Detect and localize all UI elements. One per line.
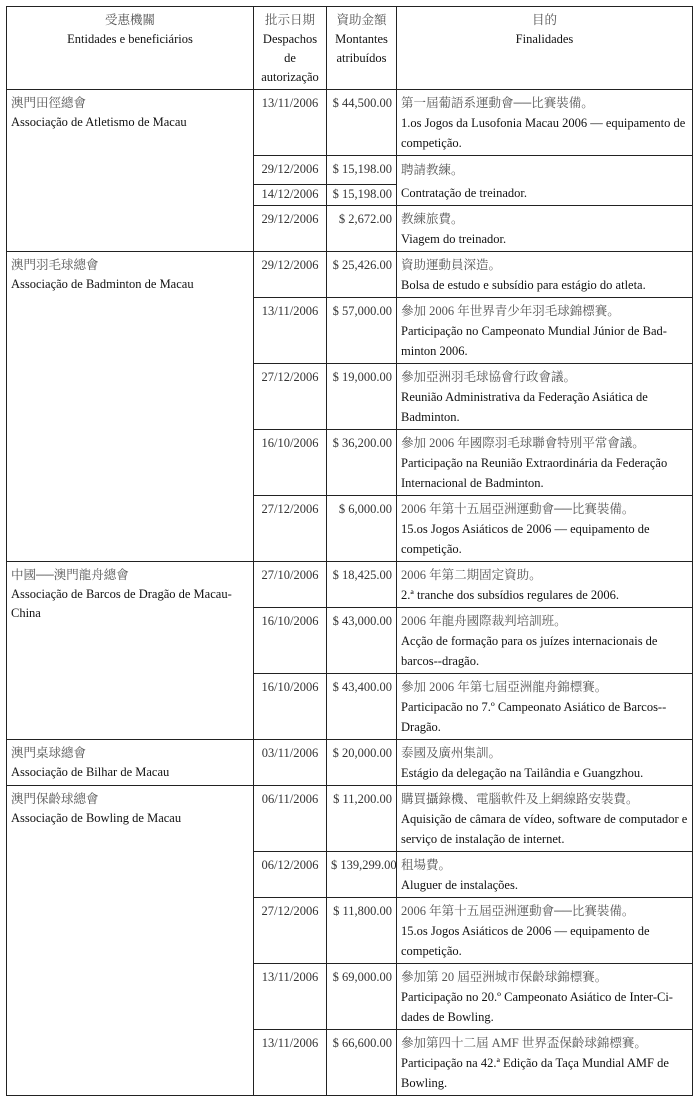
header-amount-pt1: Montantes — [335, 32, 388, 46]
table-row — [7, 90, 693, 156]
purpose-pt: Participação na Reunião Extraordinária da Federação Internacional de Badminton. — [401, 456, 668, 490]
purpose-cell — [397, 852, 693, 898]
purpose-cell — [397, 156, 693, 206]
amount-cell: $ 43,400.00 — [327, 674, 397, 740]
purpose-zh: 教練旅費。 — [401, 212, 464, 226]
purpose-cell — [397, 430, 693, 496]
header-entity-zh: 受惠機關 — [104, 13, 155, 27]
date-cell: 13/11/2006 — [254, 964, 327, 1030]
purpose-cell — [397, 964, 693, 1030]
entity-cell — [7, 252, 254, 562]
entity-name-pt: Associação de Bilhar de Macau — [11, 765, 170, 779]
date-cell: 16/10/2006 — [254, 430, 327, 496]
purpose-pt: Participação na 42.ª Edição da Taça Mundial AMF de Bowling. — [401, 1056, 669, 1090]
header-entity — [7, 7, 254, 90]
header-amount — [327, 7, 397, 90]
purpose-pt: Acção de formação para os juízes internacionais de barcos--dragão. — [401, 634, 658, 668]
header-purpose — [397, 7, 693, 90]
amount-cell: $ 57,000.00 — [327, 298, 397, 364]
entity-cell — [7, 740, 254, 786]
date-cell: 03/11/2006 — [254, 740, 327, 786]
purpose-pt: Estágio da delegação na Tailândia e Guangzhou. — [401, 766, 644, 780]
header-purpose-zh: 目的 — [531, 13, 557, 27]
purpose-cell — [397, 740, 693, 786]
purpose-pt: 1.os Jogos da Lusofonia Macau 2006 — equipamento de competição. — [401, 116, 686, 150]
purpose-zh: 購買攝錄機、電腦軟件及上網線路安裝費。 — [401, 792, 639, 806]
purpose-cell — [397, 786, 693, 852]
entity-name-zh: 澳門桌球總會 — [11, 746, 87, 760]
entity-name-pt: Associação de Atletismo de Macau — [11, 115, 187, 129]
entity-cell — [7, 786, 254, 1096]
purpose-pt: Participação no Campeonato Mundial Júnior de Bad-minton 2006. — [401, 324, 667, 358]
purpose-zh: 參加 2006 年第七屆亞洲龍舟錦標賽。 — [401, 680, 608, 694]
header-date-pt1: Despachos de — [262, 32, 318, 65]
header-date-zh: 批示日期 — [264, 13, 315, 27]
amount-cell: $ 66,600.00 — [327, 1030, 397, 1096]
purpose-zh: 2006 年第二期固定資助。 — [401, 568, 542, 582]
date-cell: 06/12/2006 — [254, 852, 327, 898]
date-cell: 16/10/2006 — [254, 608, 327, 674]
amount-cell: $ 11,800.00 — [327, 898, 397, 964]
header-purpose-pt: Finalidades — [515, 32, 574, 46]
amount-cell: $ 139,299.00 — [327, 852, 397, 898]
amount-cell: $ 44,500.00 — [327, 90, 397, 156]
table-row — [7, 562, 693, 608]
purpose-pt: Participação no 20.º Campeonato Asiático de Inter-Ci-dades de Bowling. — [401, 990, 673, 1024]
purpose-pt: 15.os Jogos Asiáticos de 2006 — equipamento de competição. — [401, 924, 650, 958]
entity-name-zh: 中國──澳門龍舟總會 — [11, 568, 129, 582]
purpose-zh: 參加 2006 年世界青少年羽毛球錦標賽。 — [401, 304, 620, 318]
table-row — [7, 252, 693, 298]
entity-name-pt: Associação de Barcos de Dragão de Macau-China — [11, 587, 232, 620]
purpose-zh: 泰國及廣州集訓。 — [401, 746, 502, 760]
amount-cell: $ 69,000.00 — [327, 964, 397, 1030]
date-cell: 27/12/2006 — [254, 898, 327, 964]
date-cell: 14/12/2006 — [254, 184, 327, 205]
amount-cell: $ 6,000.00 — [327, 496, 397, 562]
purpose-zh: 聘請教練。 — [401, 163, 464, 177]
purpose-pt: Contratação de treinador. — [401, 186, 527, 200]
header-entity-pt: Entidades e beneficiários — [67, 32, 193, 46]
table-row — [7, 740, 693, 786]
purpose-cell — [397, 674, 693, 740]
header-amount-pt2: atribuídos — [336, 51, 387, 65]
table-header-row — [7, 7, 693, 90]
purpose-zh: 2006 年第十五屆亞洲運動會──比賽裝備。 — [401, 904, 635, 918]
header-date — [254, 7, 327, 90]
purpose-zh: 2006 年第十五屆亞洲運動會──比賽裝備。 — [401, 502, 635, 516]
date-cell: 29/12/2006 — [254, 252, 327, 298]
purpose-pt: Participacão no 7.º Campeonato Asiático de Barcos--Dragão. — [401, 700, 667, 734]
date-cell: 27/12/2006 — [254, 496, 327, 562]
amount-cell: $ 18,425.00 — [327, 562, 397, 608]
purpose-pt: Reunião Administrativa da Federação Asiática de Badminton. — [401, 390, 648, 424]
purpose-zh: 第一屆葡語系運動會──比賽裝備。 — [401, 96, 594, 110]
purpose-pt: Aluguer de instalações. — [401, 878, 518, 892]
table-body — [7, 90, 693, 1096]
purpose-cell — [397, 90, 693, 156]
purpose-cell — [397, 562, 693, 608]
subsidies-table — [6, 6, 693, 1096]
purpose-pt: 15.os Jogos Asiáticos de 2006 — equipamento de competição. — [401, 522, 650, 556]
purpose-cell — [397, 364, 693, 430]
purpose-cell — [397, 252, 693, 298]
purpose-zh: 參加亞洲羽毛球協會行政會議。 — [401, 370, 577, 384]
purpose-zh: 資助運動員深造。 — [401, 258, 502, 272]
purpose-cell — [397, 1030, 693, 1096]
amount-cell: $ 25,426.00 — [327, 252, 397, 298]
amount-cell: $ 2,672.00 — [327, 206, 397, 252]
entity-name-zh: 澳門羽毛球總會 — [11, 258, 99, 272]
date-cell: 16/10/2006 — [254, 674, 327, 740]
date-cell: 27/12/2006 — [254, 364, 327, 430]
amount-cell: $ 11,200.00 — [327, 786, 397, 852]
date-cell: 29/12/2006 — [254, 206, 327, 252]
purpose-cell — [397, 206, 693, 252]
purpose-cell — [397, 608, 693, 674]
purpose-pt: Bolsa de estudo e subsídio para estágio do atleta. — [401, 278, 646, 292]
amount-cell: $ 43,000.00 — [327, 608, 397, 674]
amount-cell: $ 36,200.00 — [327, 430, 397, 496]
purpose-pt: Viagem do treinador. — [401, 232, 507, 246]
amount-cell: $ 15,198.00 — [327, 156, 397, 185]
purpose-pt: Aquisição de câmara de vídeo, software de computador e serviço de instalação de internet. — [401, 812, 688, 846]
date-cell: 27/10/2006 — [254, 562, 327, 608]
purpose-zh: 參加 2006 年國際羽毛球聯會特別平常會議。 — [401, 436, 645, 450]
entity-name-zh: 澳門田徑總會 — [11, 96, 87, 110]
date-cell: 13/11/2006 — [254, 1030, 327, 1096]
purpose-zh: 租場費。 — [401, 858, 452, 872]
purpose-zh: 參加第 20 屆亞洲城市保齡球錦標賽。 — [401, 970, 608, 984]
entity-name-zh: 澳門保齡球總會 — [11, 792, 99, 806]
table-row — [7, 786, 693, 852]
date-cell: 29/12/2006 — [254, 156, 327, 185]
amount-cell: $ 15,198.00 — [327, 184, 397, 205]
amount-cell: $ 20,000.00 — [327, 740, 397, 786]
purpose-cell — [397, 898, 693, 964]
amount-cell: $ 19,000.00 — [327, 364, 397, 430]
purpose-cell — [397, 298, 693, 364]
purpose-cell — [397, 496, 693, 562]
entity-name-pt: Associação de Bowling de Macau — [11, 811, 182, 825]
purpose-zh: 2006 年龍舟國際裁判培訓班。 — [401, 614, 567, 628]
date-cell: 13/11/2006 — [254, 90, 327, 156]
date-cell: 13/11/2006 — [254, 298, 327, 364]
purpose-pt: 2.ª tranche dos subsídios regulares de 2006. — [401, 588, 619, 602]
entity-cell — [7, 90, 254, 252]
header-date-pt2: autorização — [261, 70, 319, 84]
purpose-zh: 參加第四十二屆 AMF 世界盃保齡球錦標賽。 — [401, 1036, 647, 1050]
entity-cell — [7, 562, 254, 740]
header-amount-zh: 資助金額 — [336, 13, 387, 27]
entity-name-pt: Associação de Badminton de Macau — [11, 277, 194, 291]
date-cell: 06/11/2006 — [254, 786, 327, 852]
